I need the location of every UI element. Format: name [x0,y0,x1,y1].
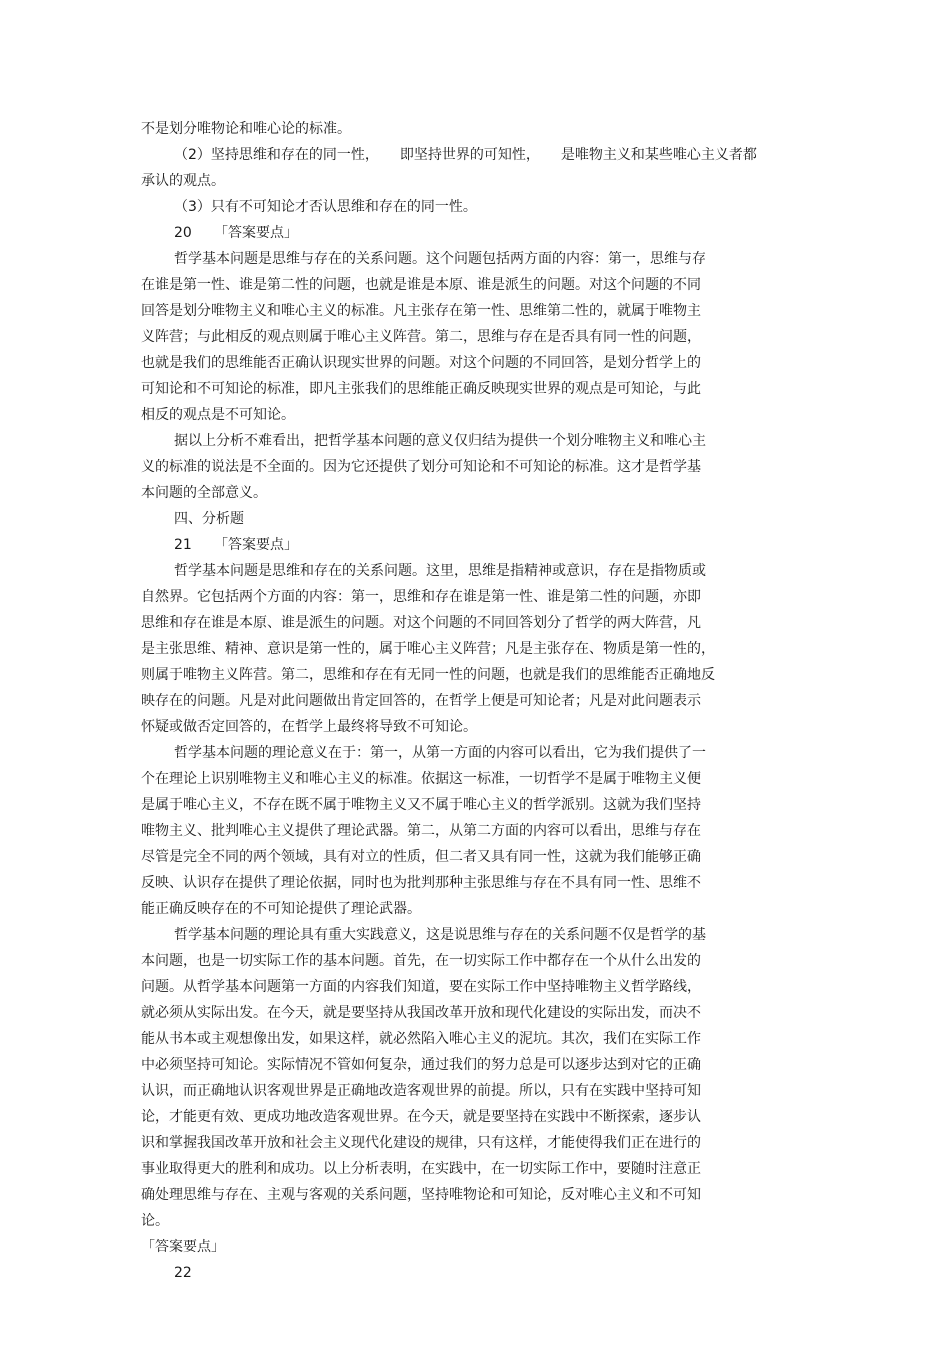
text-line: 哲学基本问题是思维与存在的关系问题。这个问题包括两方面的内容：第一，思维与存 [174,251,706,267]
text-line: 论。 [141,1213,169,1229]
text-line: 哲学基本问题是思维和存在的关系问题。这里，思维是指精神或意识，存在是指物质或 [174,563,706,579]
text-line: （3）只有不可知论才否认思维和存在的同一性。 [174,199,477,215]
text-line: 承认的观点。 [141,173,225,189]
text-line: 可知论和不可知论的标准，即凡主张我们的思维能正确反映现实世界的观点是可知论，与此 [141,381,701,397]
text-line: 「答案要点」 [141,1239,225,1255]
text-line: 认识，而正确地认识客观世界是正确地改造客观世界的前提。所以，只有在实践中坚持可知 [141,1083,701,1099]
text-line: 在谁是第一性、谁是第二性的问题，也就是谁是本原、谁是派生的问题。对这个问题的不同 [141,277,701,293]
text-line: 哲学基本问题的理论具有重大实践意义，这是说思维与存在的关系问题不仅是哲学的基 [174,927,706,943]
text-line: 不是划分唯物论和唯心论的标准。 [141,121,351,137]
question-number: 22 [174,1265,192,1281]
answer-heading-21 [141,532,801,558]
text-line: 论，才能更有效、更成功地改造客观世界。在今天，就是要坚持在实践中不断探索，逐步认 [141,1109,701,1125]
text-line: 思维和存在谁是本原、谁是派生的问题。对这个问题的不同回答划分了哲学的两大阵营，凡 [141,615,701,631]
text-line: 中必须坚持可知论。实际情况不管如何复杂，通过我们的努力总是可以逐步达到对它的正确 [141,1057,701,1073]
document-body [141,116,801,1286]
text-line: （2）坚持思维和存在的同一性， 即坚持世界的可知性， 是唯物主义和某些唯心主义者都 [174,147,757,163]
text-line: 义阵营；与此相反的观点则属于唯心主义阵营。第二，思维与存在是否具有同一性的问题， [141,329,701,345]
text-line: 本问题，也是一切实际工作的基本问题。首先，在一切实际工作中都存在一个从什么出发的 [141,953,701,969]
answer-points-label: 「答案要点」 [214,537,298,553]
question-number: 20 [174,225,192,241]
text-line: 个在理论上识别唯物主义和唯心主义的标准。依据这一标准，一切哲学不是属于唯物主义便 [141,771,701,787]
answer-heading-20 [141,220,801,246]
answer-points-label: 「答案要点」 [214,225,298,241]
text-line: 回答是划分唯物主义和唯心主义的标准。凡主张存在第一性、思维第二性的，就属于唯物主 [141,303,701,319]
text-line: 就必须从实际出发。在今天，就是要坚持从我国改革开放和现代化建设的实际出发，而决不 [141,1005,701,1021]
question-number: 21 [174,537,192,553]
text-line: 则属于唯物主义阵营。第二，思维和存在有无同一性的问题，也就是我们的思维能否正确地反 [141,667,715,683]
text-line: 是属于唯心主义，不存在既不属于唯物主义又不属于唯心主义的哲学派别。这就为我们坚持 [141,797,701,813]
text-line: 据以上分析不难看出，把哲学基本问题的意义仅归结为提供一个划分唯物主义和唯心主 [174,433,706,449]
text-line: 能从书本或主观想像出发，如果这样，就必然陷入唯心主义的泥坑。其次，我们在实际工作 [141,1031,701,1047]
text-line: 是主张思维、精神、意识是第一性的，属于唯心主义阵营；凡是主张存在、物质是第一性的， [141,641,715,657]
text-line: 相反的观点是不可知论。 [141,407,295,423]
text-line: 事业取得更大的胜利和成功。以上分析表明，在实践中，在一切实际工作中，要随时注意正 [141,1161,701,1177]
text-line: 反映、认识存在提供了理论依据，同时也为批判那种主张思维与存在不具有同一性、思维不 [141,875,701,891]
text-line: 本问题的全部意义。 [141,485,267,501]
answer-heading-22 [141,1260,801,1286]
text-line: 自然界。它包括两个方面的内容：第一，思维和存在谁是第一性、谁是第二性的问题，亦即 [141,589,701,605]
text-line: 义的标准的说法是不全面的。因为它还提供了划分可知论和不可知论的标准。这才是哲学基 [141,459,701,475]
text-line: 能正确反映存在的不可知论提供了理论武器。 [141,901,421,917]
text-line: 怀疑或做否定回答的，在哲学上最终将导致不可知论。 [141,719,477,735]
text-line: 唯物主义、批判唯心主义提供了理论武器。第二，从第二方面的内容可以看出，思维与存在 [141,823,701,839]
text-line: 识和掌握我国改革开放和社会主义现代化建设的规律，只有这样，才能使得我们正在进行的 [141,1135,701,1151]
text-line: 也就是我们的思维能否正确认识现实世界的问题。对这个问题的不同回答，是划分哲学上的 [141,355,701,371]
text-line: 尽管是完全不同的两个领域，具有对立的性质，但二者又具有同一性，这就为我们能够正确 [141,849,701,865]
text-line: 映存在的问题。凡是对此问题做出肯定回答的，在哲学上便是可知论者；凡是对此问题表示 [141,693,701,709]
text-line: 确处理思维与存在、主观与客观的关系问题，坚持唯物论和可知论，反对唯心主义和不可知 [141,1187,701,1203]
text-line: 问题。从哲学基本问题第一方面的内容我们知道，要在实际工作中坚持唯物主义哲学路线， [141,979,701,995]
text-line: 哲学基本问题的理论意义在于：第一，从第一方面的内容可以看出，它为我们提供了一 [174,745,706,761]
section-heading: 四、分析题 [174,511,244,527]
